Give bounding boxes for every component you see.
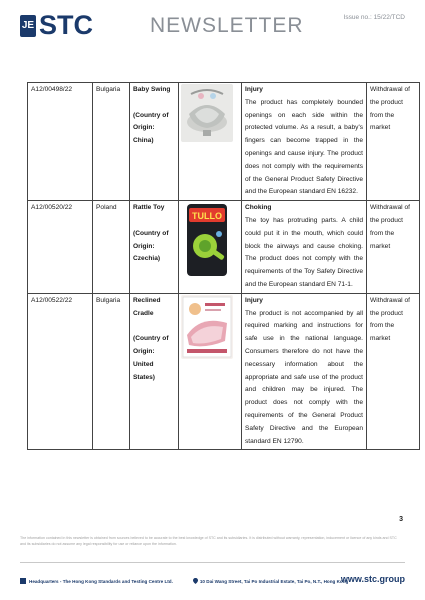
disclaimer-text: The information contained in this newsletter is obtained from sources believed to be accurate to the best knowledge of STC and its subsidiaries. It is distributed without warranty, representation, inducement or licence of any kinds and STC and its subsidiaries do not assume any legal responsibility for use or reliance upon the information. — [20, 536, 397, 546]
website-link[interactable]: www.stc.group — [340, 574, 405, 584]
risk-cell — [242, 83, 367, 201]
page-footer — [20, 574, 405, 588]
alert-number: A12/00522/22 — [28, 293, 93, 450]
location-pin-icon — [193, 578, 198, 584]
baby-swing-photo — [181, 84, 233, 142]
risk-type: Injury — [245, 296, 263, 304]
origin-value: United States) — [133, 360, 155, 381]
risk-type: Injury — [245, 86, 263, 93]
product-name: Rattle Toy — [133, 204, 165, 212]
risk-description: The product is not accompanied by all required marking and instructions for safe use in the national language. Consumers therefore do not have the necessary information about the appropriate and safe use of the product and children may be injured. The product does not comply with the requirements of the General Product Safety Directive and the European standard EN 12790. — [245, 309, 363, 445]
risk-cell — [242, 201, 367, 294]
measure-taken: Withdrawal of the product from the market — [367, 293, 420, 450]
product-name: Reclined Cradle — [133, 296, 161, 317]
product-cell — [130, 293, 179, 450]
product-name: Baby Swing — [133, 86, 171, 93]
address-text: 10 Dai Wang Street, Tai Po Industrial Estate, Tai Po, N.T., Hong Kong — [199, 578, 349, 584]
table-row — [28, 201, 420, 294]
measure-taken: Withdrawal of the product from the market — [367, 201, 420, 294]
page-header — [0, 0, 425, 60]
product-image-cell — [179, 201, 242, 294]
stc-logo — [20, 12, 93, 39]
product-cell — [130, 201, 179, 294]
brand-label: TULLO — [192, 211, 222, 222]
product-alerts-table — [27, 82, 420, 450]
issue-number: Issue no.: 15/22/TCD — [343, 14, 405, 21]
alert-number: A12/00498/22 — [28, 83, 93, 201]
product-image-cell — [179, 293, 242, 450]
product-image-cell — [179, 83, 242, 201]
notifying-country: Bulgaria — [93, 83, 130, 201]
table-row — [28, 83, 420, 201]
table-row — [28, 293, 420, 450]
origin-value: China) — [133, 137, 154, 145]
product-cell — [130, 83, 179, 201]
rattle-toy-photo — [181, 202, 233, 278]
measure-taken: Withdrawal of the product from the market — [367, 83, 420, 201]
notifying-country: Poland — [93, 201, 130, 294]
risk-cell — [242, 293, 367, 450]
notifying-country: Bulgaria — [93, 293, 130, 450]
footer-divider — [20, 562, 405, 563]
reclined-cradle-photo — [181, 295, 233, 359]
page-number: 3 — [399, 516, 403, 523]
newsletter-title: NEWSLETTER — [150, 14, 304, 37]
logo-text: STC — [39, 10, 93, 40]
origin-label: (Country of Origin: — [133, 229, 169, 250]
alert-number: A12/00520/22 — [28, 201, 93, 294]
product-alerts-table-wrap — [27, 82, 410, 450]
logo-mark-icon: JE — [20, 15, 36, 37]
origin-label: (Country of Origin: — [133, 335, 169, 355]
headquarters-text: Headquarters - The Hong Kong Standards and Testing Centre Ltd. — [29, 578, 173, 584]
risk-description: The toy has protruding parts. A child could put it in the mouth, which could block the airways and cause choking. The product does not comply with the requirements of the Toy Safety Directive and the European standard EN 71-1. — [245, 216, 363, 288]
risk-description: The product has completely bounded openings on each side within the protected volume. As a result, a baby's fingers can become trapped in the openings and cause injury. The product does not comply with the requirements of the General Product Safety Directive and the European standard EN 16232. — [245, 98, 363, 196]
risk-type: Choking — [245, 204, 272, 212]
origin-value: Czechia) — [133, 255, 161, 263]
building-icon — [20, 578, 26, 584]
origin-label: (Country of Origin: — [133, 111, 169, 132]
